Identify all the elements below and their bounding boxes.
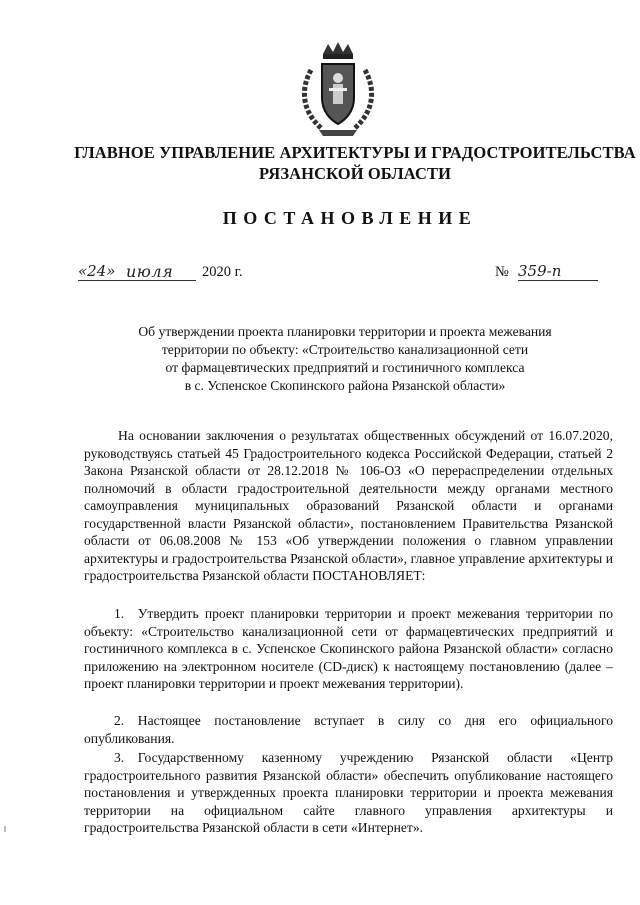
- date-day: «24»: [78, 262, 116, 280]
- scan-artifact: [4, 826, 6, 832]
- subject-line: Об утверждении проекта планировки территории и проекта межевания: [138, 324, 552, 339]
- clause-2: 2. Настоящее постановление вступает в силу со дня его официального опубликования.: [84, 713, 613, 746]
- date-number-line: [78, 262, 608, 286]
- date-underline: [78, 280, 196, 281]
- document-number: 359-п: [518, 262, 562, 280]
- preamble-paragraph: На основании заключения о результатах общественных обсуждений от 16.07.2020, руководствуясь статьей 45 Градостроительного кодекса Российской Федерации, статьей 2 Закона Рязанской области от 28.12.2018 № 106-ОЗ «О перераспределении отдельных полномочий в области градостроительной деятельности между органами местного самоуправления муниципальных образований Рязанской области и органами государственной власти Рязанской области», постановлением Правительства Рязанской области от 06.08.2008 № 153 «Об утверждении положения о главном управлении архитектуры и градостроительства Рязанской области», главное управление архитектуры и градостроительства Рязанской области ПОСТАНОВЛЯЕТ:: [84, 428, 613, 583]
- organization-name-line2: РЯЗАНСКОЙ ОБЛАСТИ: [258, 164, 452, 183]
- subject-line: от фармацевтических предприятий и гостиничного комплекса: [165, 360, 525, 375]
- date-year: 2020 г.: [202, 264, 243, 280]
- subject-line: в с. Успенское Скопинского района Рязанской области»: [184, 378, 506, 393]
- document-type-title: ПОСТАНОВЛЕНИЕ: [222, 208, 478, 228]
- document-subject: [80, 323, 610, 395]
- subject-line: территории по объекту: «Строительство канализационной сети: [161, 342, 529, 357]
- date-month: июля: [126, 262, 174, 281]
- organization-name-line1: ГЛАВНОЕ УПРАВЛЕНИЕ АРХИТЕКТУРЫ И ГРАДОСТРОИТЕЛЬСТВА: [74, 143, 636, 162]
- clause-1: 1. Утвердить проект планировки территории и проект межевания территории по объекту: «Строительство канализационной сети от фармацевтических предприятий и гостиничного комплекса в с. Успенское Скопинского района Рязанской области» согласно приложению на электронном носителе (CD-диск) к настоящему постановлению (далее – проект планировки территории и проект межевания территории).: [84, 606, 613, 691]
- coat-of-arms-icon: [295, 40, 381, 140]
- number-underline: [518, 280, 598, 281]
- number-sign: №: [495, 264, 509, 280]
- clause-3: 3. Государственному казенному учреждению Рязанской области «Центр градостроительного развития Рязанской области» обеспечить опубликование настоящего постановления и утвержденных проекта планировки территории и проекта межевания территории на официальном сайте главного управления архитектуры и градостроительства Рязанской области в сети «Интернет».: [84, 750, 613, 835]
